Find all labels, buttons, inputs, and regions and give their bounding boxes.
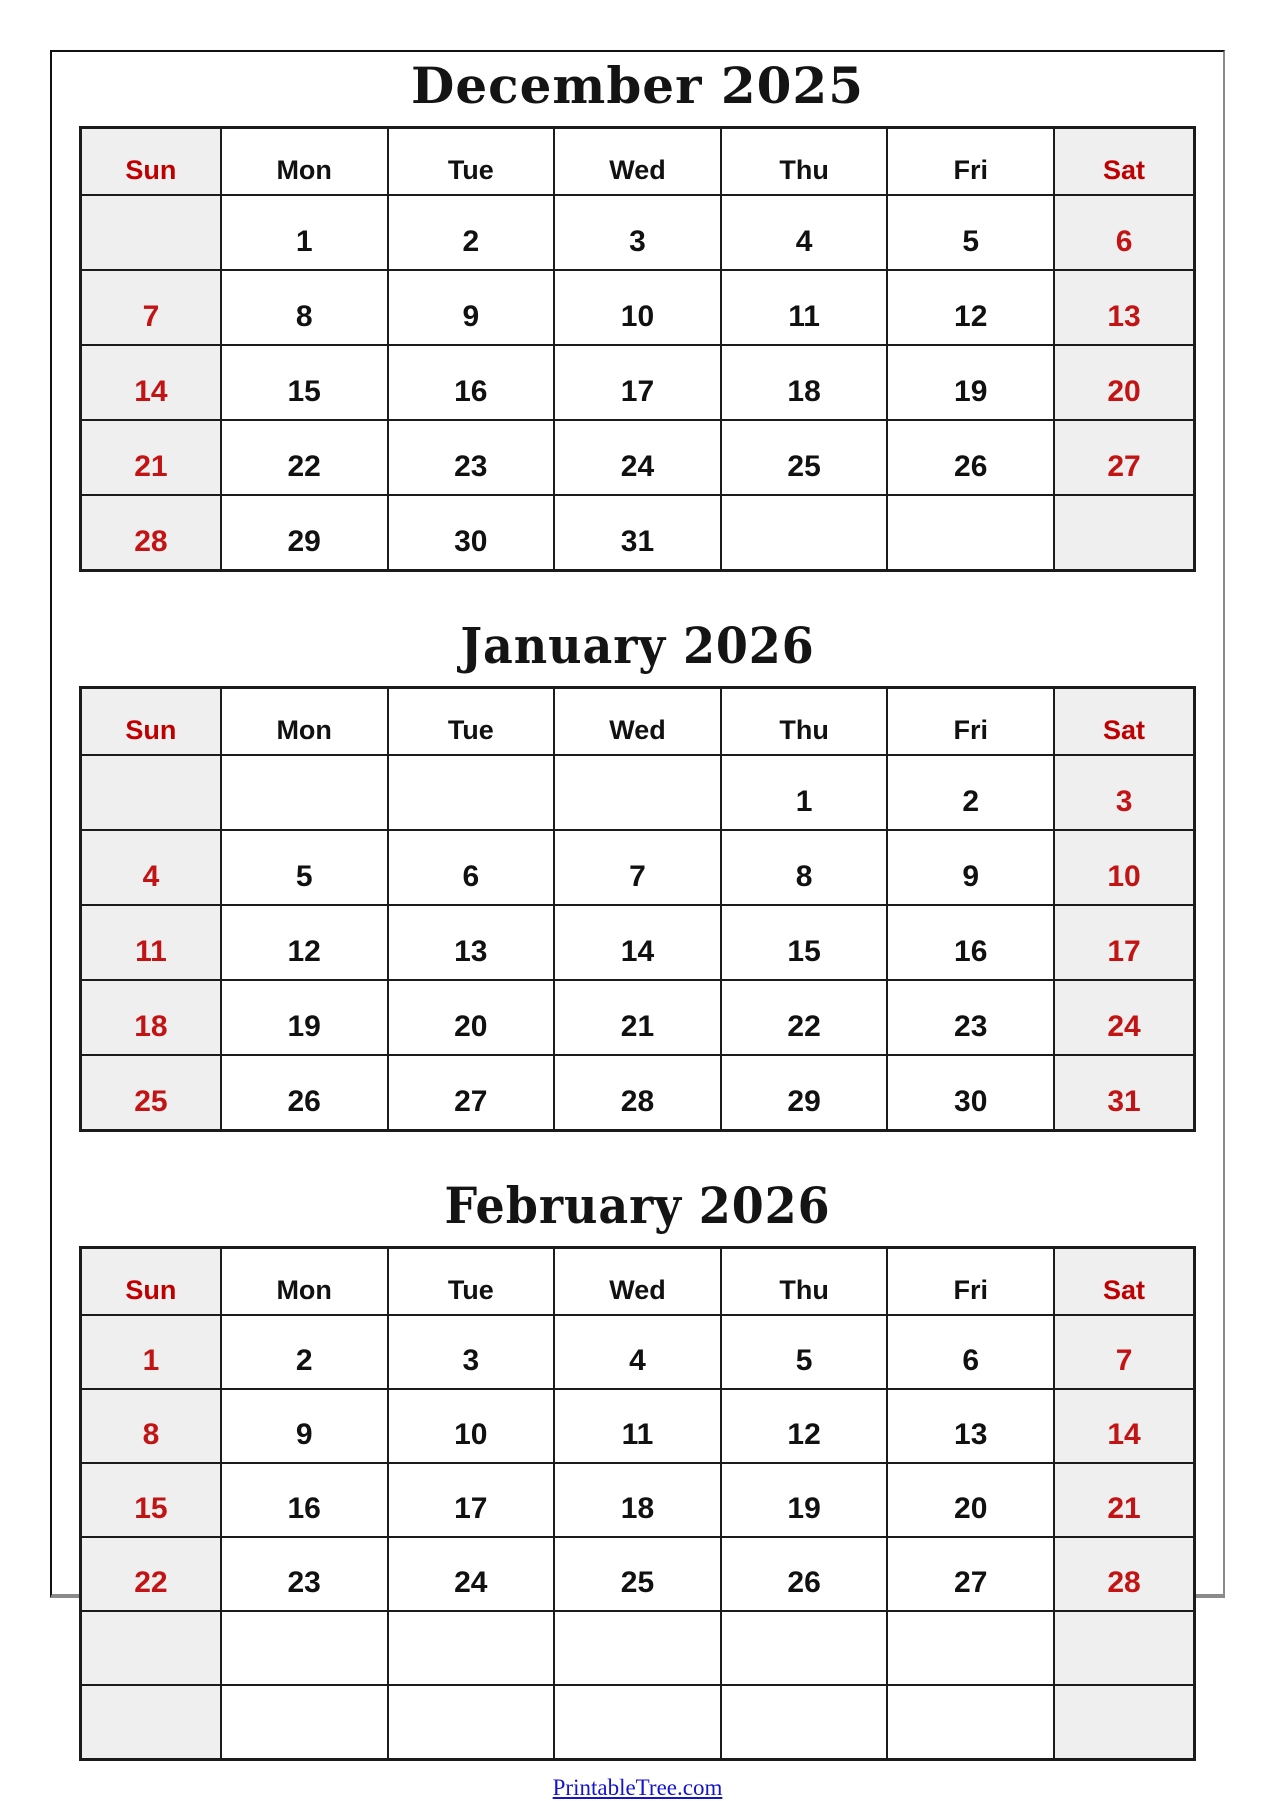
day-cell: 10 xyxy=(388,1389,555,1463)
empty-day-cell xyxy=(554,1685,721,1760)
day-header-tue: Tue xyxy=(388,688,555,756)
printabletree-link[interactable]: PrintableTree.com xyxy=(552,1775,723,1800)
week-row xyxy=(81,1685,1195,1760)
day-cell: 17 xyxy=(388,1463,555,1537)
day-header-fri: Fri xyxy=(887,1248,1054,1316)
day-cell: 14 xyxy=(1054,1389,1194,1463)
day-cell: 25 xyxy=(81,1055,221,1131)
week-row xyxy=(81,195,1195,270)
day-cell: 31 xyxy=(1054,1055,1194,1131)
day-cell: 13 xyxy=(887,1389,1054,1463)
day-header-thu: Thu xyxy=(721,128,888,196)
week-row xyxy=(81,345,1195,420)
day-cell: 31 xyxy=(554,495,721,571)
day-cell: 30 xyxy=(887,1055,1054,1131)
day-cell: 10 xyxy=(554,270,721,345)
day-cell: 11 xyxy=(721,270,888,345)
empty-day-cell xyxy=(887,1685,1054,1760)
empty-day-cell xyxy=(1054,1685,1194,1760)
day-cell: 23 xyxy=(388,420,555,495)
day-cell: 26 xyxy=(887,420,1054,495)
day-cell: 7 xyxy=(1054,1315,1194,1389)
day-cell: 21 xyxy=(554,980,721,1055)
day-cell: 6 xyxy=(887,1315,1054,1389)
day-header-fri: Fri xyxy=(887,688,1054,756)
empty-day-cell xyxy=(721,1685,888,1760)
day-header-mon: Mon xyxy=(221,1248,388,1316)
empty-day-cell xyxy=(221,1685,388,1760)
day-cell: 4 xyxy=(81,830,221,905)
week-row xyxy=(81,1389,1195,1463)
january-2026-table xyxy=(79,686,1196,1132)
day-cell: 9 xyxy=(388,270,555,345)
month-title-february-2026: February 2026 xyxy=(444,1176,831,1235)
week-row xyxy=(81,1611,1195,1685)
day-cell: 30 xyxy=(388,495,555,571)
calendar-page xyxy=(50,50,1225,1800)
month-title-december-2025: December 2025 xyxy=(410,56,864,115)
day-cell: 25 xyxy=(721,420,888,495)
day-cell: 26 xyxy=(721,1537,888,1611)
day-header-mon: Mon xyxy=(221,128,388,196)
day-cell: 28 xyxy=(554,1055,721,1131)
day-header-row xyxy=(81,688,1195,756)
day-cell: 11 xyxy=(81,905,221,980)
week-row xyxy=(81,1537,1195,1611)
empty-day-cell xyxy=(388,755,555,830)
day-header-tue: Tue xyxy=(388,128,555,196)
day-header-fri: Fri xyxy=(887,128,1054,196)
day-header-sat: Sat xyxy=(1054,688,1194,756)
day-cell: 5 xyxy=(721,1315,888,1389)
week-row xyxy=(81,830,1195,905)
month-january-2026 xyxy=(79,618,1196,1132)
day-cell: 15 xyxy=(721,905,888,980)
day-cell: 28 xyxy=(81,495,221,571)
day-cell: 19 xyxy=(887,345,1054,420)
day-cell: 8 xyxy=(81,1389,221,1463)
week-row xyxy=(81,905,1195,980)
day-header-mon: Mon xyxy=(221,688,388,756)
day-cell: 22 xyxy=(81,1537,221,1611)
day-header-sat: Sat xyxy=(1054,1248,1194,1316)
day-cell: 13 xyxy=(1054,270,1194,345)
empty-day-cell xyxy=(388,1685,555,1760)
day-cell: 13 xyxy=(388,905,555,980)
day-cell: 12 xyxy=(887,270,1054,345)
day-cell: 3 xyxy=(554,195,721,270)
day-cell: 28 xyxy=(1054,1537,1194,1611)
day-cell: 20 xyxy=(887,1463,1054,1537)
day-cell: 2 xyxy=(887,755,1054,830)
day-cell: 21 xyxy=(81,420,221,495)
week-row xyxy=(81,980,1195,1055)
empty-day-cell xyxy=(554,1611,721,1685)
day-header-wed: Wed xyxy=(554,688,721,756)
day-cell: 16 xyxy=(221,1463,388,1537)
day-header-sun: Sun xyxy=(81,1248,221,1316)
day-header-thu: Thu xyxy=(721,688,888,756)
day-cell: 10 xyxy=(1054,830,1194,905)
day-header-thu: Thu xyxy=(721,1248,888,1316)
week-row xyxy=(81,270,1195,345)
day-cell: 23 xyxy=(887,980,1054,1055)
day-cell: 9 xyxy=(221,1389,388,1463)
day-cell: 18 xyxy=(81,980,221,1055)
day-cell: 21 xyxy=(1054,1463,1194,1537)
day-cell: 1 xyxy=(221,195,388,270)
december-2025-table xyxy=(79,126,1196,572)
day-header-wed: Wed xyxy=(554,128,721,196)
empty-day-cell xyxy=(1054,495,1194,571)
day-cell: 19 xyxy=(721,1463,888,1537)
day-cell: 16 xyxy=(388,345,555,420)
day-cell: 24 xyxy=(388,1537,555,1611)
day-header-row xyxy=(81,1248,1195,1316)
day-cell: 22 xyxy=(221,420,388,495)
empty-day-cell xyxy=(721,1611,888,1685)
day-cell: 15 xyxy=(221,345,388,420)
day-header-sun: Sun xyxy=(81,688,221,756)
empty-day-cell xyxy=(221,1611,388,1685)
week-row xyxy=(81,1463,1195,1537)
week-row xyxy=(81,1315,1195,1389)
day-cell: 12 xyxy=(221,905,388,980)
day-cell: 2 xyxy=(388,195,555,270)
empty-day-cell xyxy=(887,495,1054,571)
day-cell: 3 xyxy=(388,1315,555,1389)
day-cell: 25 xyxy=(554,1537,721,1611)
day-cell: 5 xyxy=(221,830,388,905)
day-cell: 26 xyxy=(221,1055,388,1131)
week-row xyxy=(81,495,1195,571)
day-cell: 4 xyxy=(721,195,888,270)
day-header-sat: Sat xyxy=(1054,128,1194,196)
day-cell: 7 xyxy=(81,270,221,345)
day-cell: 5 xyxy=(887,195,1054,270)
day-cell: 18 xyxy=(721,345,888,420)
month-title-january-2026: January 2026 xyxy=(460,616,815,675)
day-cell: 4 xyxy=(554,1315,721,1389)
day-header-row xyxy=(81,128,1195,196)
day-cell: 1 xyxy=(721,755,888,830)
empty-day-cell xyxy=(81,1611,221,1685)
day-cell: 20 xyxy=(388,980,555,1055)
day-cell: 8 xyxy=(721,830,888,905)
week-row xyxy=(81,420,1195,495)
day-cell: 16 xyxy=(887,905,1054,980)
empty-day-cell xyxy=(554,755,721,830)
day-header-sun: Sun xyxy=(81,128,221,196)
day-cell: 29 xyxy=(221,495,388,571)
day-cell: 3 xyxy=(1054,755,1194,830)
day-cell: 19 xyxy=(221,980,388,1055)
day-cell: 15 xyxy=(81,1463,221,1537)
week-row xyxy=(81,755,1195,830)
week-row xyxy=(81,1055,1195,1131)
day-cell: 17 xyxy=(1054,905,1194,980)
day-cell: 14 xyxy=(554,905,721,980)
day-cell: 24 xyxy=(554,420,721,495)
day-cell: 20 xyxy=(1054,345,1194,420)
day-cell: 6 xyxy=(388,830,555,905)
day-cell: 2 xyxy=(221,1315,388,1389)
calendar-stack xyxy=(79,58,1196,1761)
empty-day-cell xyxy=(887,1611,1054,1685)
day-cell: 1 xyxy=(81,1315,221,1389)
month-february-2026 xyxy=(79,1178,1196,1761)
day-cell: 17 xyxy=(554,345,721,420)
day-cell: 27 xyxy=(887,1537,1054,1611)
day-cell: 7 xyxy=(554,830,721,905)
empty-day-cell xyxy=(81,195,221,270)
day-cell: 9 xyxy=(887,830,1054,905)
day-header-tue: Tue xyxy=(388,1248,555,1316)
day-cell: 11 xyxy=(554,1389,721,1463)
day-header-wed: Wed xyxy=(554,1248,721,1316)
day-cell: 14 xyxy=(81,345,221,420)
day-cell: 27 xyxy=(388,1055,555,1131)
day-cell: 24 xyxy=(1054,980,1194,1055)
empty-day-cell xyxy=(388,1611,555,1685)
day-cell: 22 xyxy=(721,980,888,1055)
day-cell: 8 xyxy=(221,270,388,345)
day-cell: 18 xyxy=(554,1463,721,1537)
day-cell: 12 xyxy=(721,1389,888,1463)
day-cell: 23 xyxy=(221,1537,388,1611)
month-december-2025 xyxy=(79,58,1196,572)
empty-day-cell xyxy=(81,755,221,830)
footer xyxy=(79,1775,1196,1801)
day-cell: 6 xyxy=(1054,195,1194,270)
empty-day-cell xyxy=(1054,1611,1194,1685)
day-cell: 29 xyxy=(721,1055,888,1131)
empty-day-cell xyxy=(81,1685,221,1760)
empty-day-cell xyxy=(721,495,888,571)
february-2026-table xyxy=(79,1246,1196,1761)
day-cell: 27 xyxy=(1054,420,1194,495)
empty-day-cell xyxy=(221,755,388,830)
